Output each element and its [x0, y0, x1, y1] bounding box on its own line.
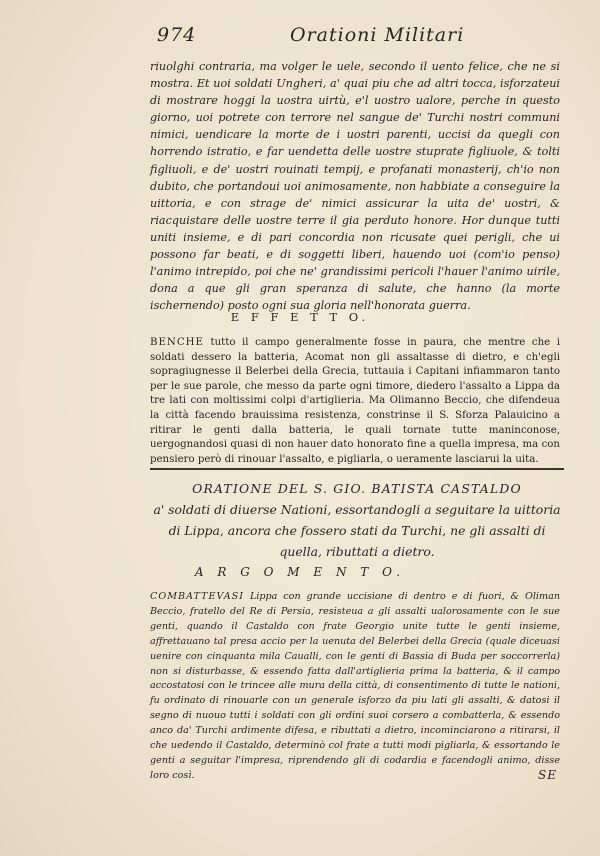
- argomento-heading: A R G O M E N T O.: [194, 565, 406, 579]
- argomento-section: [150, 590, 560, 784]
- effetto-heading: E F F E T T O.: [230, 310, 370, 324]
- page-header: [0, 22, 600, 52]
- oration-title-rest: a' soldati di diuerse Nationi, essortandogli a seguitare la uittoria di Lippa, ancora che fossero stati da Turchi, ne gli assalti di quella, ributtati a dietro.: [153, 502, 561, 559]
- argomento-dropcap: COMBATTEVASI: [150, 591, 245, 602]
- effetto-section: [150, 336, 560, 467]
- effetto-paragraph: [150, 336, 560, 467]
- section-rule: [150, 468, 564, 470]
- oration-title: [150, 478, 564, 562]
- oration-title-line1: ORATIONE DEL S. GIO. BATISTA CASTALDO: [192, 481, 522, 496]
- oration-body-text: riuolghi contraria, ma volger le uele, secondo il uento felice, che ne si mostra. Et uoi soldati Ungheri, a' quai piu che ad altri tocca, isforzateui di mostrare hoggi la uostra uirtù, e'l uostro ualore, perche in questo giorno, uoi potrete con terrore nel sangue de' Turchi nostri communi nimici, uendicare la morte de i uostri parenti, uccisi da quegli con horrendo istratio, e far uendetta delle uostre stuprate figliuole, & tolti figliuoli, e de' uostri rouinati tempij, e profanati monasterij, ch'io non dubito, che portandoui uoi animosamente, non habbiate a conseguire la uittoria, e con strage de' nimici assicurar la uita de' uostri, & riacquistare delle uostre terre il gia perduto honore. Hor dunque tutti uniti insieme, e di pari concordia non ricusate quei perigli, che ui possono far beati, e di soggetti liberi, hauendo uoi (com'io penso) l'animo intrepido, poi che ne' grandissimi pericoli l'hauer l'animo uirile, dona a que gli gran speranza di salute, che hanno (la morte ischernendo) posto ogni sua gloria nell'honorata guerra.: [150, 60, 560, 313]
- oration-body: [150, 58, 560, 314]
- page-number: 974: [157, 24, 197, 46]
- running-title: Orationi Militari: [290, 24, 465, 46]
- catchword: SE: [538, 768, 557, 782]
- effetto-text: tutto il campo generalmente fosse in paura, che mentre che i soldati dessero la batteria, Acomat non gli assaltasse di dietro, e ch'egli sopragiugnesse il Belerbei della Grecia, tuttauia i Capitani infiammaron tanto per le sue parole, che messo da parte ogni timore, diedero l'assalto a Lippa da tre lati con moltissimi colpi d'artiglieria. Ma Olimanno Beccio, che difendeua la città facendo brauissima resistenza, constrinse il S. Sforza Palauicino a ritirar le genti dalla batteria, le quali tornate tutte maninconose, uergognandosi quasi di non hauer dato honorato fine a quella impresa, ma con pensiero però di rinouar l'assalto, e pigliarla, o ueramente lasciarui la uita.: [150, 337, 560, 465]
- argomento-text: Lippa con grande uccisione di dentro e di fuori, & Oliman Beccio, fratello del Re di Persia, resisteua a gli assalti ualorosamente con le sue genti, quando il Castaldo con frate Georgio unite tutte le genti insieme, affrettauano tal presa accio per la uenuta del Belerbei della Grecia (quale diceuasi uenire con cinquanta mila Caualli, con le genti di Bassia di Buda per soccorrerla) non si disturbasse, & essendo fatta dall'artiglieria prima la batteria, & il campo accostatosi con le trincee alle mura della città, di consentimento di tutte le nationi, fu ordinato di rinouarle con un generale isforzo da piu lati gli assalti, & datosi il segno di nuouo tutti i soldati con gli ordini suoi corsero a combatterla, & essendo anco da' Turchi ardimente difesa, e ributtati a dietro, incominciarono a ritirarsi, il che uedendo il Castaldo, determinò col frate a tutti modi pigliarla, & essortando le genti a seguitar l'impresa, riprendendo gli di codardia e facendogli animo, disse loro così.: [150, 591, 560, 781]
- effetto-dropcap: BENCHE: [150, 337, 204, 348]
- argomento-paragraph: [150, 590, 560, 784]
